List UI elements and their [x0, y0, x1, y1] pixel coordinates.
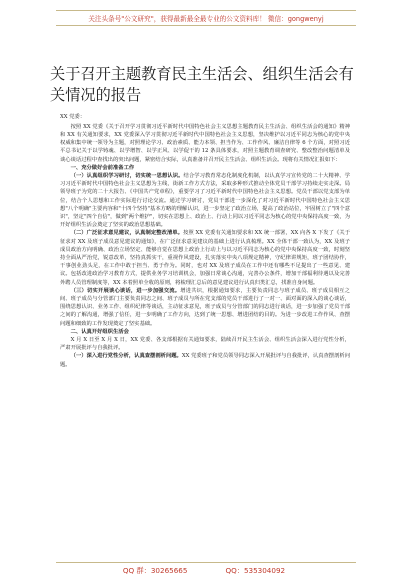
- header-banner: [56, 10, 356, 26]
- paragraph: 按照 XX 党委《关于召开学习贯彻习近平新时代中国特色社会主义思想主题教育民主生活会、组织生活会的通知》精神和 XX 有关通知要求，XX 党委深入学习贯彻习近平新时代中国特色社会主义思想，坚决维护以习近平同志为核心的党中央权威和集中统一领导为主题，对照理论学习、政治素质、能力本领、担当作为、工作作风、廉洁自律等 6 个方面，对照习近平总书记关于以学铸魂、以学增智、以学正风、以学促干的 12 条具体要求，对照主题教育调查研究、整改整治问题清单及谈心谈话过程中查找出的突出问题，紧密结合实际，认真准备并召开民主生活会、组织生活会。现将有关情况汇报如下：: [60, 123, 350, 163]
- paragraph-text: XX 党委班子和党员领导同志深入开展批评与自我批评，认真查摆剖析问题。: [60, 353, 350, 368]
- footer: [0, 566, 408, 576]
- section-heading: 一、充分做好会前准备工作: [70, 164, 135, 171]
- footer-divider: [56, 562, 356, 563]
- paragraph: [60, 352, 350, 368]
- subsection-heading: （一）认真组织学习研讨，切实统一思想认识。: [70, 173, 184, 180]
- paragraph: [60, 229, 350, 286]
- paragraph-text: 按照 XX 党委有关通知要求和 XX 统一部署，XX 向各 X 下发了《关于征求对 XX 及班子成员意见建议的通知》，在广泛征求意见建议的基础上进行认真梳理。XX 全体干部一致认为，XX 及班子成员政治方向明确、政治立场坚定、能够自觉在思想上政治上行动上与以习近平同志为核心的党中央保持高度一致，时刻坚持全面从严治党，锐意改革，坚持真抓实干，重视作风建设，扎实落实中央八项规定精神，守纪律讲规矩，班子团结协作，干事创业劲头足，在工作中敢于担当、勇于作为。同时，也对 XX 及班子成员在工作中还有哪些不足提出了一些意见、建议。包括改进政治学习教育方式，提供业务学习培训机会，加强日常谈心沟通，完善办公条件，增加干部福利待遇以及完善外聘人员管理制度等，XX 本着照单全收的原则，将梳理汇总后的意见建议进行认真归类汇总，找准自身问题。: [60, 230, 350, 286]
- paragraph-text: 增进共识，根据通知要求，主要负责同志与班子成员、班子成员相互之间、班子成员与分管部门主要负责同志之间、班子成员与所在党支部的党员干部进行了一对一、面对面的深入的谈心谈话，围绕思想认识、业务工作、组织纪律等谈话，主动征求意见，班子成员与分管部门的同志进行谈话，进一步加强了党员干部之间的了解沟通，增强了信任，进一步明确了工作方向，达到了统一思想、增进团结的目的。为进一步改进工作作风、查摆问题和细致的工作发现奠定了坚实基础。: [60, 287, 350, 327]
- paragraph: X 月 X 日至 X 月 X 日，XX 党委、各支部根据有关通知要求，陆续召开民主生活会、组织生活会深入进行党性分析，严肃开展批评与自我批评。: [60, 337, 350, 352]
- subsection-heading: （三）切实开展谈心谈话，进一步加强交流。: [70, 287, 181, 294]
- section-heading: 二、认真开好组织生活会: [70, 328, 129, 335]
- paragraph: [60, 287, 350, 328]
- paragraph: [60, 172, 350, 229]
- subsection-heading: （一）深入进行党性分析，认真查摆剖析问题。: [70, 353, 182, 360]
- footer-qq: QQ：535304092: [225, 566, 286, 575]
- footer-qq-group: QQ 群：30265665: [122, 566, 188, 575]
- banner-text: 关注头条号"公文研究"，获得最新最全最专业的公文资料库！ 微信：gongwenyj: [88, 15, 324, 23]
- paragraph-text: 结合学习教育常态化制度化机制，以认真学习宣传党的二十大精神、学习习近平新时代中国特色社会主义思想为主线，街新工作方式方法，采取多种形式推动全体党员干部学习持续走实走深。局领导班子为党的二十大报告、《中国共产党章程》，重要学习了习近平新时代中国特色社会主义思想。党员干部以党支部为单位，结合个人思想和工作实际进行讨论交流。通过学习研讨，党员干部进一步深化了对习近平新时代中国特色社会主义思想"八个明确"主要内容和"十四个坚持"基本方略的理解认识，进一步坚定了政治立场，提高了政治站位，牢固树立了"四个意识"，坚定"四个自信"，做到"两个维护"，切实在思想上、政治上、行动上同以习近平同志为核心的党中央保持高度一致，为开好组织生活会奠定了坚实的政治思想基础。: [60, 173, 350, 229]
- document-title: 关于召开主题教育民主生活会、组织生活会有关情况的报告: [50, 65, 354, 104]
- document-body: [60, 113, 350, 369]
- subsection-heading: （二）广泛征求意见建议，认真制定整改清单。: [70, 230, 184, 237]
- salutation: XX 党委：: [60, 114, 86, 120]
